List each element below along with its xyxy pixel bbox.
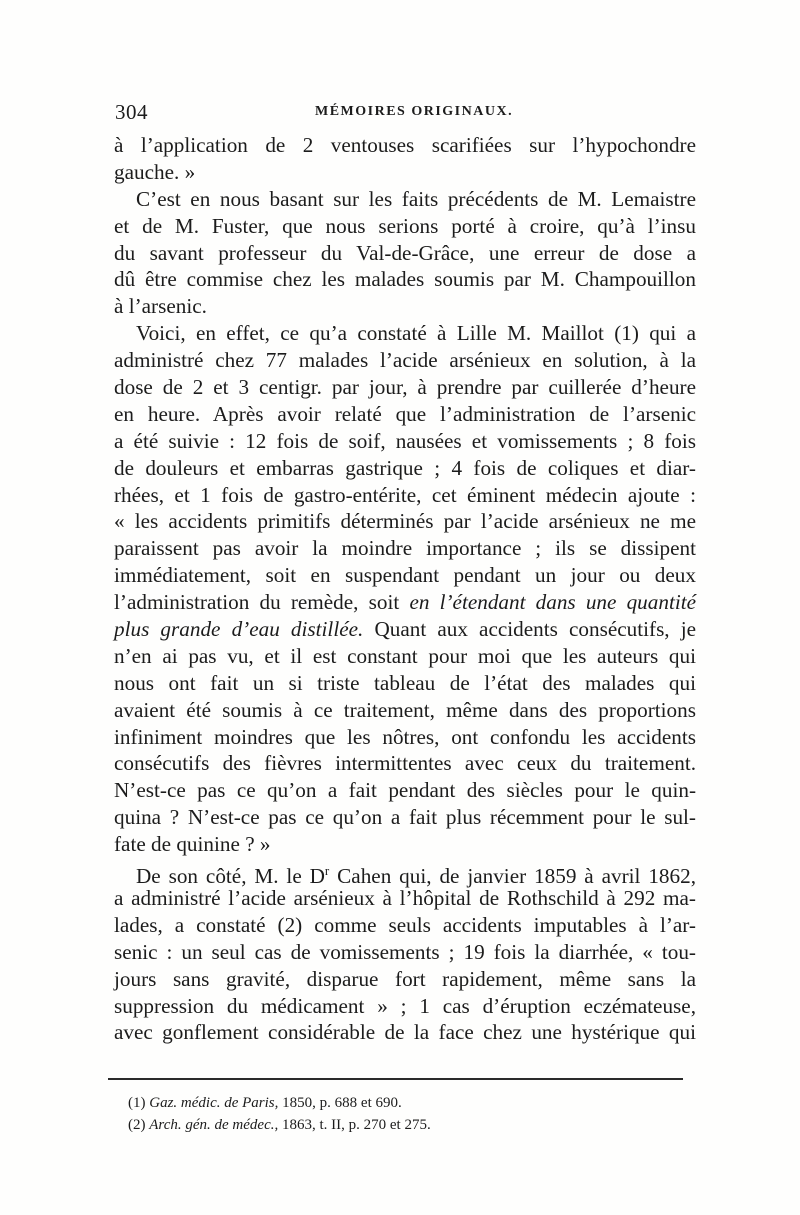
text-line: jours sans gravité, disparue fort rapidement, même sans la [114, 966, 696, 991]
page-number: 304 [115, 100, 148, 124]
footnote-source: Gaz. médic. de Paris, [149, 1095, 279, 1111]
text-line: N’est-ce pas ce qu’on a fait pendant des siècles pour le quin- [114, 778, 696, 803]
footnote-2 [128, 1114, 588, 1136]
text-line: infiniment moindres que les nôtres, ont confondu les accidents [114, 724, 696, 749]
text-line: n’en ai pas vu, et il est constant pour moi que les auteurs qui [114, 643, 696, 668]
text-line: gauche. » [114, 159, 196, 184]
text-line-mixed [114, 616, 696, 643]
italic-segment: en l’étendant dans une quantité [409, 590, 697, 615]
text-line: senic : un seul cas de vomissements ; 19 fois la diarrhée, « tou- [114, 939, 696, 964]
text-line: dose de 2 et 3 centigr. par jour, à prendre par cuillerée d’heure [114, 375, 696, 400]
text-line: C’est en nous basant sur les faits précédents de M. Lemaistre [136, 186, 696, 211]
text-line: suppression du médicament » ; 1 cas d’éruption eczémateuse, [114, 993, 696, 1018]
footnotes [128, 1092, 588, 1136]
text-segment: l’administration du remède, soit [114, 590, 400, 615]
text-line: immédiatement, soit en suspendant pendant un jour ou deux [114, 563, 696, 588]
text-line: a été suivie : 12 fois de soif, nausées et vomissements ; 8 fois [114, 428, 696, 453]
text-line: en heure. Après avoir relaté que l’administration de l’arsenic [114, 401, 696, 426]
footnote-number: (1) [128, 1095, 146, 1111]
text-line: consécutifs des fièvres intermittentes avec ceux du traitement. [114, 751, 696, 776]
text-line: avaient été soumis à ce traitement, même dans des proportions [114, 697, 696, 722]
page-header [115, 100, 695, 130]
text-line: quina ? N’est-ce pas ce qu’on a fait plus récemment pour le sul- [114, 805, 696, 830]
text-line: « les accidents primitifs déterminés par l’acide arsénieux ne me [114, 509, 696, 534]
text-line: fate de quinine ? » [114, 832, 271, 857]
text-segment: De son côté, M. le D [136, 864, 325, 889]
body-text [114, 132, 696, 1046]
text-line: rhées, et 1 fois de gastro-entérite, cet éminent médecin ajoute : [114, 482, 696, 507]
text-line: du savant professeur du Val-de-Grâce, une erreur de dose a [114, 240, 696, 265]
footnote-1 [128, 1092, 588, 1114]
footnote-number: (2) [128, 1117, 146, 1133]
text-segment: Cahen qui, de janvier 1859 à avril 1862, [329, 864, 696, 889]
text-segment: Quant aux accidents consécutifs, je [374, 617, 697, 642]
superscript: r [324, 863, 330, 879]
text-line: à l’arsenic. [114, 294, 207, 319]
text-line: à l’application de 2 ventouses scarifiées sur l’hypochondre [114, 133, 696, 157]
italic-segment: plus grande d’eau distillée. [114, 617, 364, 642]
running-title: MÉMOIRES ORIGINAUX. [315, 104, 514, 119]
text-line: dû être commise chez les malades soumis par M. Champouillon [114, 267, 696, 292]
footnote-source: Arch. gén. de médec., [149, 1117, 279, 1133]
text-line: paraissent pas avoir la moindre importance ; ils se dissipent [114, 536, 696, 561]
text-line: de douleurs et embarras gastrique ; 4 fois de coliques et diar- [114, 455, 696, 480]
text-line-mixed [114, 858, 696, 889]
text-line: administré chez 77 malades l’acide arsénieux en solution, à la [114, 348, 696, 373]
text-line: Voici, en effet, ce qu’a constaté à Lille M. Maillot (1) qui a [136, 321, 696, 346]
text-line: avec gonflement considérable de la face chez une hystérique qui [114, 1020, 696, 1045]
text-line: lades, a constaté (2) comme seuls accidents imputables à l’ar- [114, 912, 696, 937]
footnote-details: 1850, p. 688 et 690. [282, 1095, 402, 1111]
text-line: et de M. Fuster, que nous serions porté à croire, qu’à l’insu [114, 213, 696, 238]
text-line-mixed [114, 589, 696, 616]
footnote-divider [108, 1078, 683, 1080]
text-line: nous ont fait un si triste tableau de l’état des malades qui [114, 670, 696, 695]
text-line: a administré l’acide arsénieux à l’hôpital de Rothschild à 292 ma- [114, 885, 696, 910]
footnote-details: 1863, t. II, p. 270 et 275. [281, 1117, 431, 1133]
